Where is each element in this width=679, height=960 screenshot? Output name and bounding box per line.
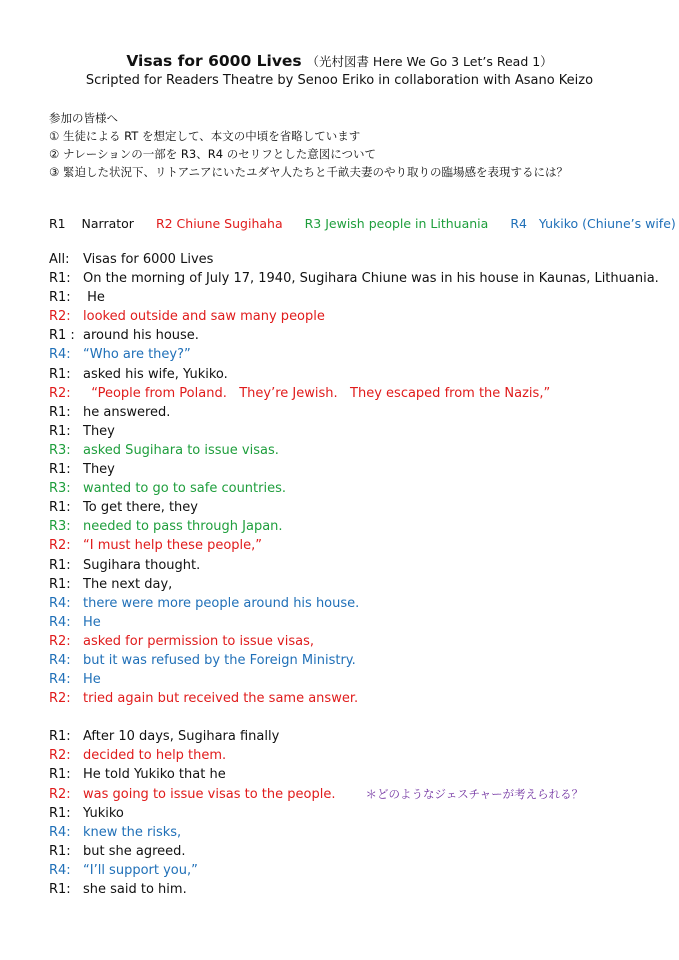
speaker-label: R4: [49, 595, 71, 611]
speaker-label: R1: [49, 882, 71, 897]
line-text: but it was refused by the Foreign Ministry. [83, 652, 356, 668]
line-text: decided to help them. [83, 748, 227, 764]
line-text: “People from Poland. They’re Jewish. They escaped from the Nazis,” [83, 385, 551, 401]
script-line [49, 746, 649, 765]
speaker-label: R1 : [49, 328, 75, 344]
line-text: asked his wife, Yukiko. [83, 366, 228, 382]
script-line [49, 479, 649, 498]
speaker-label: R3: [49, 519, 71, 535]
note-item: ③ 緊迫した状況下、リトアニアにいたユダヤ人たちと千畝夫妻のやり取りの臨場感を表現するには？ [49, 165, 569, 179]
role-r4-label: R4 Yukiko (Chiune’s wife) [510, 216, 676, 231]
line-text: but she agreed. [83, 843, 186, 859]
line-text: Yukiko [83, 805, 124, 821]
script-line [49, 307, 649, 326]
script-line [49, 250, 649, 269]
script-line [49, 785, 649, 804]
line-text: After 10 days, Sugihara finally [83, 729, 280, 745]
page-title [0, 52, 679, 70]
line-text: The next day, [83, 576, 173, 592]
speaker-label: R1: [49, 271, 71, 287]
line-text: needed to pass through Japan. [83, 519, 283, 535]
speaker-label: R1: [49, 843, 71, 859]
speaker-label: R1: [49, 366, 71, 382]
line-text: she said to him. [83, 882, 187, 897]
participant-notes [49, 109, 568, 181]
line-text: He [83, 672, 101, 688]
script-line [49, 384, 649, 403]
script-line [49, 288, 649, 307]
role-legend [49, 216, 679, 231]
line-text: “I must help these people,” [83, 538, 263, 554]
script-line [49, 880, 649, 899]
script-line [49, 403, 649, 422]
line-text: He told Yukiko that he [83, 767, 226, 783]
page-subtitle: Scripted for Readers Theatre by Senoo Eriko in collaboration with Asano Keizo [85, 73, 594, 88]
role-r2-label: R2 Chiune Sugihaha [155, 216, 283, 231]
speaker-label: All: [49, 252, 70, 267]
role-r1-label: R1 Narrator [49, 216, 134, 231]
speaker-label: R2: [49, 786, 71, 802]
script-line [49, 498, 649, 517]
speaker-label: R1: [49, 462, 71, 478]
script-line [49, 613, 649, 632]
speaker-label: R1: [49, 423, 71, 439]
speaker-label: R2: [49, 538, 71, 554]
script-line [49, 326, 649, 345]
speaker-label: R2: [49, 385, 71, 401]
script-line [49, 842, 649, 861]
script-line [49, 345, 649, 364]
script-line [49, 651, 649, 670]
line-text: They [83, 423, 115, 439]
line-text: To get there, they [83, 500, 198, 516]
script-line [49, 460, 649, 479]
role-r3-label: R3 Jewish people in Lithuania [304, 216, 489, 231]
note-item: ① 生徒による RT を想定して、本文の中頃を省略しています [49, 129, 361, 143]
section-gap [49, 708, 649, 727]
line-text: On the morning of July 17, 1940, Sugihara Chiune was in his house in Kaunas, Lithuania. [83, 271, 659, 287]
speaker-label: R1: [49, 576, 71, 592]
speaker-label: R4: [49, 862, 71, 878]
line-text: They [83, 462, 115, 478]
speaker-label: R2: [49, 633, 71, 649]
speaker-label: R2: [49, 691, 71, 707]
line-text: Sugihara thought. [83, 557, 201, 573]
speaker-label: R1: [49, 500, 71, 516]
script-line [49, 556, 649, 575]
script-line [49, 365, 649, 384]
speaker-label: R2: [49, 748, 71, 764]
speaker-label: R4: [49, 824, 71, 840]
line-text: “Who are they?” [83, 347, 191, 363]
script-line [49, 632, 649, 651]
line-text: Visas for 6000 Lives [83, 252, 214, 267]
speaker-label: R4: [49, 672, 71, 688]
script-line [49, 670, 649, 689]
line-text: asked for permission to issue visas, [83, 633, 314, 649]
line-text: looked outside and saw many people [83, 309, 325, 325]
speaker-label: R4: [49, 652, 71, 668]
line-text: tried again but received the same answer. [83, 691, 359, 707]
line-text: around his house. [83, 328, 199, 344]
script-line [49, 269, 659, 288]
speaker-label: R1: [49, 767, 71, 783]
title-main: Visas for 6000 Lives [126, 52, 302, 70]
note-item: ② ナレーションの一部を R3、R4 のセリフとした意図について [49, 147, 376, 161]
speaker-label: R1: [49, 290, 71, 306]
line-text: “I’ll support you,” [83, 862, 198, 878]
line-text: he answered. [83, 404, 171, 420]
script-line [49, 594, 649, 613]
line-text: was going to issue visas to the people. [83, 786, 336, 802]
speaker-label: R1: [49, 805, 71, 821]
line-text: asked Sugihara to issue visas. [83, 442, 279, 458]
script-line [49, 422, 649, 441]
speaker-label: R1: [49, 557, 71, 573]
script-line [49, 804, 649, 823]
line-text: wanted to go to safe countries. [83, 481, 287, 497]
script-line [49, 517, 649, 536]
script-line [49, 689, 649, 708]
script-line [49, 765, 649, 784]
speaker-label: R1: [49, 404, 71, 420]
script-line [49, 727, 649, 746]
line-text: knew the risks, [83, 824, 182, 840]
speaker-label: R4: [49, 614, 71, 630]
script-line [49, 823, 649, 842]
line-text: He [83, 290, 105, 306]
script-line [49, 536, 649, 555]
script-lines [49, 250, 659, 899]
script-line [49, 441, 649, 460]
speaker-label: R3: [49, 481, 71, 497]
speaker-label: R2: [49, 309, 71, 325]
title-source: （光村図書 Here We Go 3 Let’s Read 1） [306, 54, 553, 69]
line-text: He [83, 614, 101, 630]
script-line [49, 861, 649, 880]
speaker-label: R1: [49, 729, 71, 745]
notes-heading: 参加の皆様へ [49, 111, 118, 125]
gesture-note: ＊どのようなジェスチャーが考えられる？ [365, 786, 584, 801]
script-line [49, 575, 649, 594]
line-text: there were more people around his house. [83, 595, 360, 611]
speaker-label: R3: [49, 442, 71, 458]
speaker-label: R4: [49, 347, 71, 363]
